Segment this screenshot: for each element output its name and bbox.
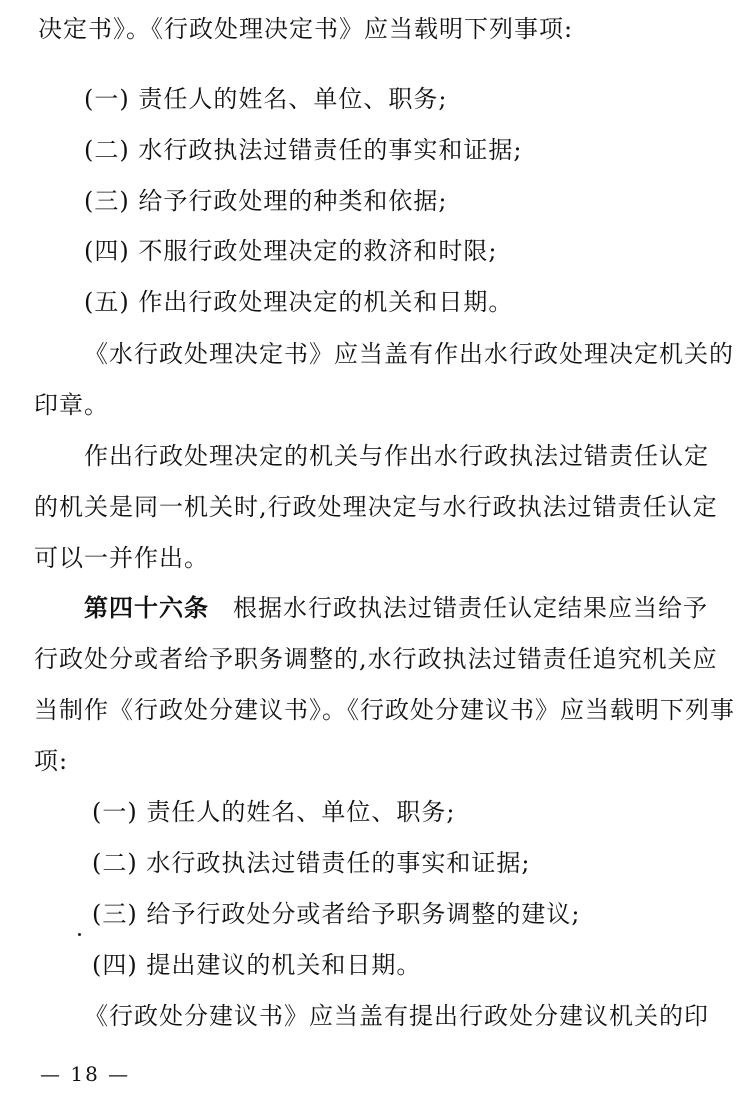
text-line-8: 印章。 (34, 391, 109, 419)
text-line-10: 的机关是同一机关时,行政处理决定与水行政执法过错责任认定 (34, 493, 718, 521)
text-line-4: (三) 给予行政处理的种类和依据; (84, 187, 448, 215)
text-line-2: (一) 责任人的姓名、单位、职务; (84, 85, 448, 113)
text-line-1: 决定书》。《行政处理决定书》应当载明下列事项: (38, 15, 574, 43)
stray-dot-mark (78, 933, 81, 936)
text-line-9: 作出行政处理决定的机关与作出水行政执法过错责任认定 (84, 442, 709, 470)
article-46-line (84, 593, 708, 623)
article-number: 第四十六条 (84, 593, 209, 622)
text-line-16: (一) 责任人的姓名、单位、职务; (92, 798, 456, 826)
text-line-3: (二) 水行政执法过错责任的事实和证据; (84, 136, 523, 164)
text-line-17: (二) 水行政执法过错责任的事实和证据; (92, 849, 531, 877)
text-line-14: 当制作《行政处分建议书》。《行政处分建议书》应当载明下列事 (34, 696, 735, 724)
text-line-15: 项: (34, 747, 69, 775)
text-line-6: (五) 作出行政处理决定的机关和日期。 (84, 288, 514, 316)
text-line-7: 《水行政处理决定书》应当盖有作出水行政处理决定机关的 (84, 340, 734, 368)
text-line-13: 行政处分或者给予职务调整的,水行政执法过错责任追究机关应 (34, 645, 718, 673)
text-line-5: (四) 不服行政处理决定的救济和时限; (84, 237, 498, 265)
text-line-19: (四) 提出建议的机关和日期。 (92, 951, 422, 979)
text-line-20: 《行政处分建议书》应当盖有提出行政处分建议机关的印 (84, 1002, 709, 1030)
text-line-11: 可以一并作出。 (34, 544, 209, 572)
page-number: — 18 — (40, 1062, 131, 1086)
article-text: 根据水行政执法过错责任认定结果应当给予 (233, 594, 708, 622)
text-line-18: (三) 给予行政处分或者给予职务调整的建议; (92, 900, 581, 928)
